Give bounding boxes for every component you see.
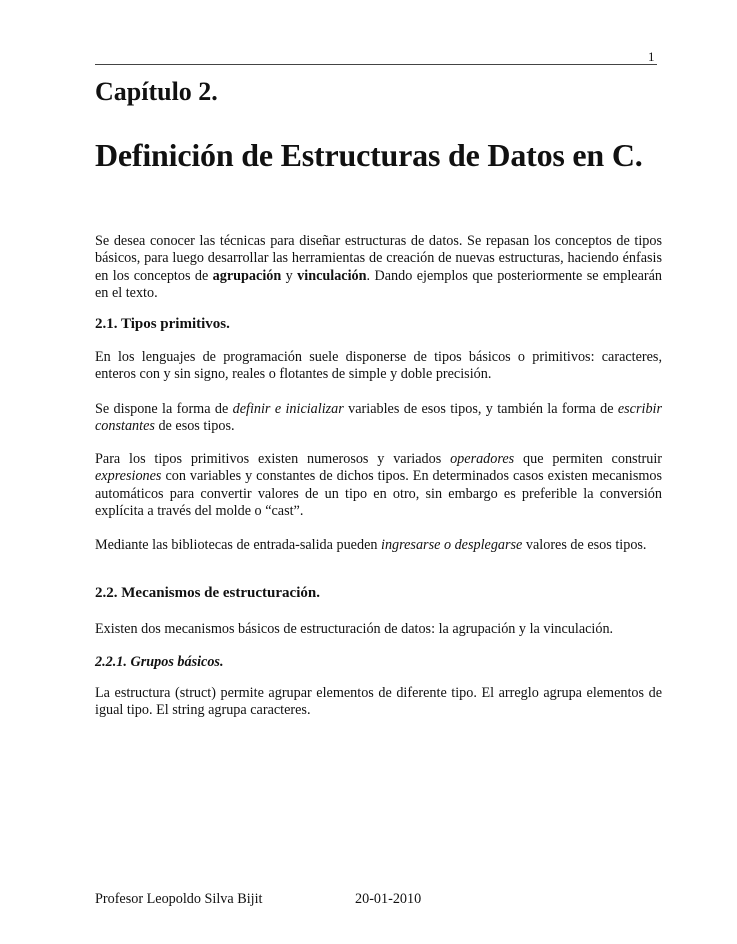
paragraph-grupos: La estructura (struct) permite agrupar elementos de diferente tipo. El arreglo agrupa elementos de igual tipo. El string agrupa caracteres.: [95, 685, 662, 719]
paragraph-definir: Se dispone la forma de definir e inicializar variables de esos tipos, y también la forma de escribir constantes de esos tipos.: [95, 401, 662, 435]
page-number: 1: [648, 49, 655, 64]
header-rule: [95, 64, 657, 65]
chapter-label: Capítulo 2.: [95, 77, 218, 106]
section-heading-2-2: 2.2. Mecanismos de estructuración.: [95, 585, 320, 601]
paragraph-tipos-basicos: En los lenguajes de programación suele disponerse de tipos básicos o primitivos: caracteres, enteros con y sin signo, reales o flotantes de simple y doble precisión.: [95, 349, 662, 383]
footer-author: Profesor Leopoldo Silva Bijit: [95, 891, 263, 907]
paragraph-bibliotecas: Mediante las bibliotecas de entrada-salida pueden ingresarse o desplegarse valores de esos tipos.: [95, 537, 647, 553]
footer-date: 20-01-2010: [355, 891, 422, 907]
paragraph-mecanismos: Existen dos mecanismos básicos de estructuración de datos: la agrupación y la vinculación.: [95, 621, 614, 637]
intro-paragraph: Se desea conocer las técnicas para diseñar estructuras de datos. Se repasan los conceptos de tipos básicos, para luego desarrollar las herramientas de creación de nuevas estructuras, haciendo énfasis en los conceptos de agrupación y vinculación. Dando ejemplos que posteriormente se emplearán en el texto.: [95, 233, 662, 301]
chapter-title: Definición de Estructuras de Datos en C.: [95, 137, 643, 173]
section-heading-2-1: 2.1. Tipos primitivos.: [95, 316, 230, 332]
subsection-heading-2-2-1: 2.2.1. Grupos básicos.: [95, 654, 224, 670]
paragraph-operadores: Para los tipos primitivos existen numerosos y variados operadores que permiten construir expresiones con variables y constantes de dichos tipos. En determinados casos existen mecanismos automáticos para convertir valores de un tipo en otro, sin embargo es preferible la conversión explícita a través del molde o “cast”.: [95, 451, 662, 519]
